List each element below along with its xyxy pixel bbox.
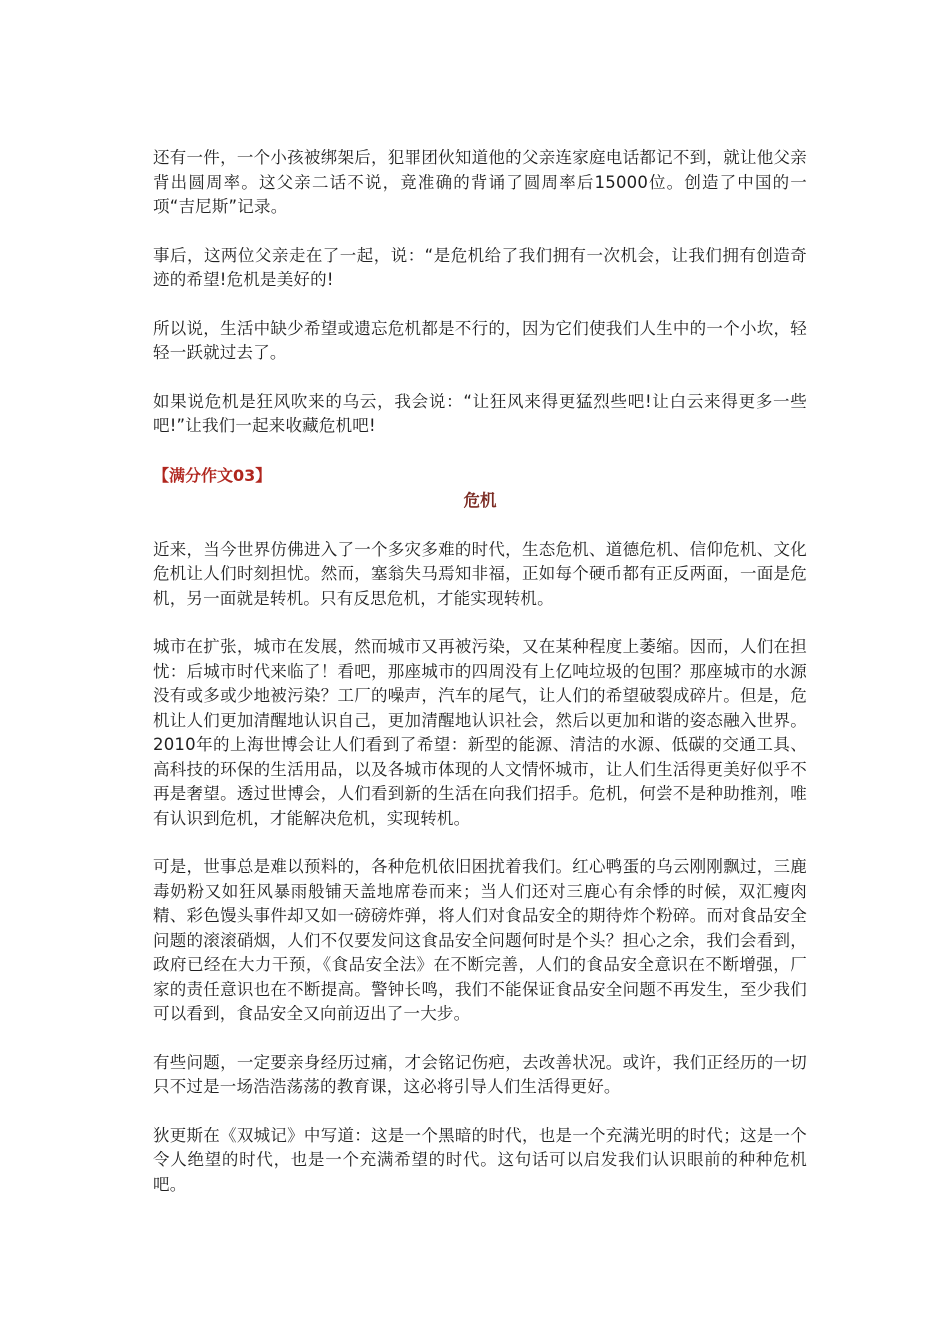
- document-page: [153, 146, 807, 1197]
- essay-paragraph-2: 城市在扩张，城市在发展，然而城市又再被污染，又在某种程度上萎缩。因而，人们在担忧：后城市时代来临了！看吧，那座城市的四周没有上亿吨垃圾的包围？那座城市的水源没有或多或少地被污染？工厂的噪声，汽车的尾气，让人们的希望破裂成碎片。但是，危机让人们更加清醒地认识自己，更加清醒地认识社会，然后以更加和谐的姿态融入世界。2010年的上海世博会让人们看到了希望：新型的能源、清洁的水源、低碳的交通工具、高科技的环保的生活用品，以及各城市体现的人文情怀城市，让人们生活得更美好似乎不再是奢望。透过世博会，人们看到新的生活在向我们招手。危机，何尝不是种助推剂，唯有认识到危机，才能解决危机，实现转机。: [153, 637, 807, 828]
- intro-paragraph-1: 还有一件，一个小孩被绑架后，犯罪团伙知道他的父亲连家庭电话都记不到，就让他父亲背出圆周率。这父亲二话不说，竟准确的背诵了圆周率后15000位。创造了中国的一项“吉尼斯”记录。: [153, 148, 807, 216]
- intro-paragraph-2: 事后，这两位父亲走在了一起，说：“是危机给了我们拥有一次机会，让我们拥有创造奇迹的希望!危机是美好的!: [153, 245, 807, 289]
- essay-paragraph-3: 可是，世事总是难以预料的，各种危机依旧困扰着我们。红心鸭蛋的乌云刚刚飘过，三鹿毒奶粉又如狂风暴雨般铺天盖地席卷而来；当人们还对三鹿心有余悸的时候，双汇瘦肉精、彩色馒头事件却又如一磅磅炸弹，将人们对食品安全的期待炸个粉碎。而对食品安全问题的滚滚硝烟，人们不仅要发问这食品安全问题何时是个头？担心之余，我们会看到，政府已经在大力干预，《食品安全法》在不断完善，人们的食品安全意识在不断增强，厂家的责任意识也在不断提高。警钟长鸣，我们不能保证食品安全问题不再发生，至少我们可以看到，食品安全又向前迈出了一大步。: [153, 857, 807, 1023]
- essay-title: 危机: [463, 490, 497, 510]
- intro-paragraph-3: 所以说，生活中缺少希望或遗忘危机都是不行的，因为它们使我们人生中的一个小坎，轻轻一跃就过去了。: [153, 318, 807, 362]
- essay-paragraph-4: 有些问题，一定要亲身经历过痛，才会铭记伤疤，去改善状况。或许，我们正经历的一切只不过是一场浩浩荡荡的教育课，这必将引导人们生活得更好。: [153, 1052, 807, 1096]
- section-label: 【满分作文03】: [153, 465, 272, 485]
- essay-paragraph-5: 狄更斯在《双城记》中写道：这是一个黑暗的时代，也是一个充满光明的时代；这是一个令人绝望的时代，也是一个充满希望的时代。这句话可以启发我们认识眼前的种种危机吧。: [153, 1125, 807, 1194]
- essay-paragraph-1: 近来，当今世界仿佛进入了一个多灾多难的时代，生态危机、道德危机、信仰危机、文化危机让人们时刻担忧。然而，塞翁失马焉知非福，正如每个硬币都有正反两面，一面是危机，另一面就是转机。只有反思危机，才能实现转机。: [153, 539, 807, 608]
- intro-paragraph-4: 如果说危机是狂风吹来的乌云，我会说：“让狂风来得更猛烈些吧!让白云来得更多一些吧!”让我们一起来收藏危机吧!: [153, 391, 807, 435]
